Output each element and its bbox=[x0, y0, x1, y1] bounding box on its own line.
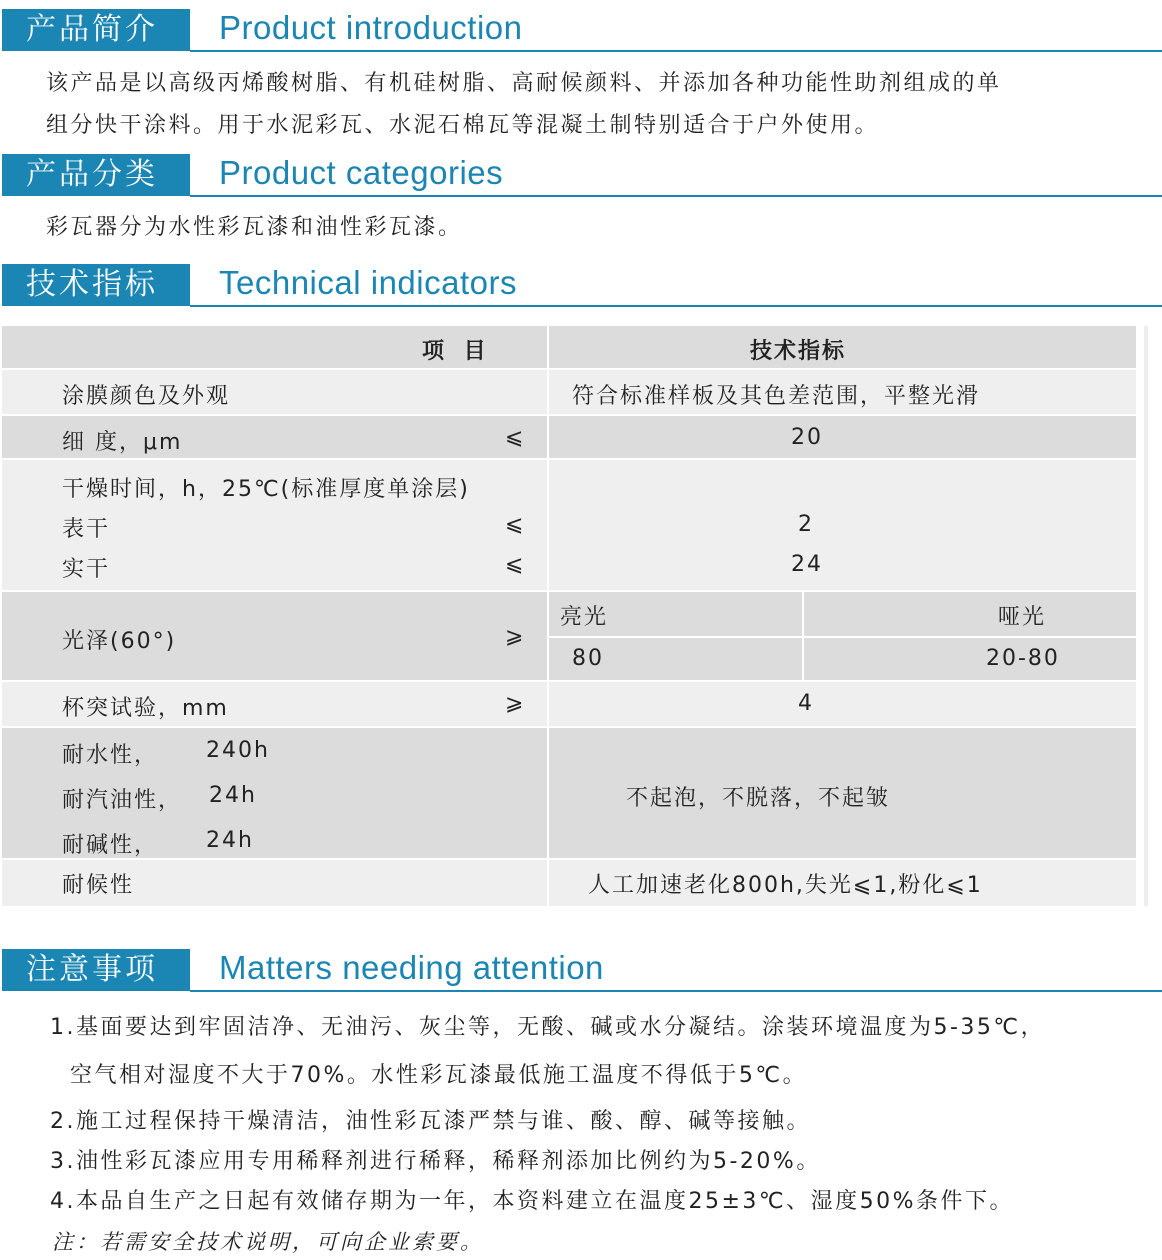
note-2: 2.施工过程保持干燥清洁，油性彩瓦漆严禁与谁、酸、醇、碱等接触。 bbox=[50, 1109, 811, 1134]
row-value: 不起泡，不脱落，不起皱 bbox=[626, 786, 891, 811]
row-value: 人工加速老化800h,失光⩽1,粉化⩽1 bbox=[588, 873, 983, 898]
categories-line-1: 彩瓦器分为水性彩瓦漆和油性彩瓦漆。 bbox=[46, 215, 463, 240]
note-1-line-2: 空气相对湿度不大于70%。水性彩瓦漆最低施工温度不得低于5℃。 bbox=[70, 1063, 808, 1088]
row-sign: ⩽ bbox=[505, 552, 526, 577]
header-item: 项 目 bbox=[422, 339, 492, 364]
row-item-value: 24h bbox=[209, 783, 257, 808]
section-title-en: Product categories bbox=[219, 154, 504, 191]
section-badge: 产品分类 bbox=[2, 154, 190, 196]
note-3: 3.油性彩瓦漆应用专用稀释剂进行稀释，稀释剂添加比例约为5-20%。 bbox=[50, 1149, 821, 1174]
column-divider bbox=[547, 460, 549, 592]
row-subitem: 实干 bbox=[62, 557, 111, 582]
section-title-en: Matters needing attention bbox=[219, 949, 604, 986]
row-value: 24 bbox=[791, 552, 823, 577]
column-divider bbox=[547, 326, 549, 370]
row-divider bbox=[549, 636, 1136, 638]
section-title-en: Technical indicators bbox=[219, 264, 517, 301]
section-title-en: Product introduction bbox=[219, 9, 523, 46]
section-badge: 技术指标 bbox=[2, 264, 190, 306]
table-row bbox=[2, 416, 1136, 460]
table-row bbox=[2, 592, 1136, 682]
row-value: 符合标准样板及其色差范围，平整光滑 bbox=[572, 384, 981, 409]
section-header-attention bbox=[0, 946, 1162, 992]
gloss-bright-value: 80 bbox=[572, 646, 604, 671]
row-item: 涂膜颜色及外观 bbox=[62, 384, 231, 409]
row-item: 耐水性， bbox=[62, 743, 159, 768]
intro-line-2: 组分快干涂料。用于水泥彩瓦、水泥石棉瓦等混凝土制特别适合于户外使用。 bbox=[46, 113, 880, 138]
table-row bbox=[2, 370, 1136, 416]
gloss-matte-label: 哑光 bbox=[998, 605, 1047, 630]
note-4: 4.本品自生产之日起有效储存期为一年，本资料建立在温度25±3℃、湿度50%条件下。 bbox=[50, 1189, 1015, 1214]
row-item-value: 240h bbox=[206, 738, 270, 763]
row-item: 干燥时间，h，25℃(标准厚度单涂层) bbox=[62, 477, 470, 502]
column-divider bbox=[547, 370, 549, 416]
gloss-matte-value: 20-80 bbox=[986, 646, 1060, 671]
gloss-bright-label: 亮光 bbox=[560, 605, 609, 630]
column-divider bbox=[547, 682, 549, 728]
column-divider bbox=[547, 416, 549, 460]
column-divider bbox=[547, 860, 549, 906]
table-header-row bbox=[2, 326, 1136, 370]
row-sign: ⩽ bbox=[505, 512, 526, 537]
header-indicator: 技术指标 bbox=[750, 339, 847, 364]
row-sign: ⩾ bbox=[505, 691, 526, 716]
table-row bbox=[2, 682, 1136, 728]
section-rule bbox=[190, 50, 1162, 52]
row-value: 2 bbox=[798, 512, 814, 537]
intro-line-1: 该产品是以高级丙烯酸树脂、有机硅树脂、高耐候颜料、并添加各种功能性助剂组成的单 bbox=[46, 71, 1002, 96]
row-value: 20 bbox=[791, 425, 823, 450]
section-rule bbox=[190, 305, 1162, 307]
column-divider bbox=[547, 728, 549, 860]
table-row bbox=[2, 860, 1136, 906]
section-rule bbox=[190, 990, 1162, 992]
row-value: 4 bbox=[798, 691, 814, 716]
section-rule bbox=[190, 195, 1162, 197]
row-item: 耐碱性， bbox=[62, 833, 159, 858]
row-sign: ⩽ bbox=[505, 425, 526, 450]
section-badge: 注意事项 bbox=[2, 949, 190, 991]
table-row bbox=[2, 728, 1136, 860]
row-item-value: 24h bbox=[206, 828, 254, 853]
row-subitem: 表干 bbox=[62, 517, 111, 542]
section-header-technical bbox=[0, 261, 1162, 307]
section-badge: 产品简介 bbox=[2, 9, 190, 51]
row-item: 光泽(60°) bbox=[62, 629, 177, 654]
section-header-categories bbox=[0, 151, 1162, 197]
row-sign: ⩾ bbox=[505, 624, 526, 649]
note-1-line-1: 1.基面要达到牢固洁净、无油污、灰尘等，无酸、碱或水分凝结。涂装环境温度为5-35℃， bbox=[50, 1015, 1046, 1040]
row-item: 细 度，μm bbox=[62, 430, 183, 455]
table-edge bbox=[1144, 326, 1148, 906]
footnote: 注：若需安全技术说明，可向企业索要。 bbox=[52, 1230, 484, 1254]
row-item: 杯突试验，mm bbox=[62, 696, 229, 721]
table-row bbox=[2, 460, 1136, 592]
section-header-introduction bbox=[0, 6, 1162, 52]
row-item: 耐候性 bbox=[62, 873, 135, 898]
row-item: 耐汽油性， bbox=[62, 788, 183, 813]
